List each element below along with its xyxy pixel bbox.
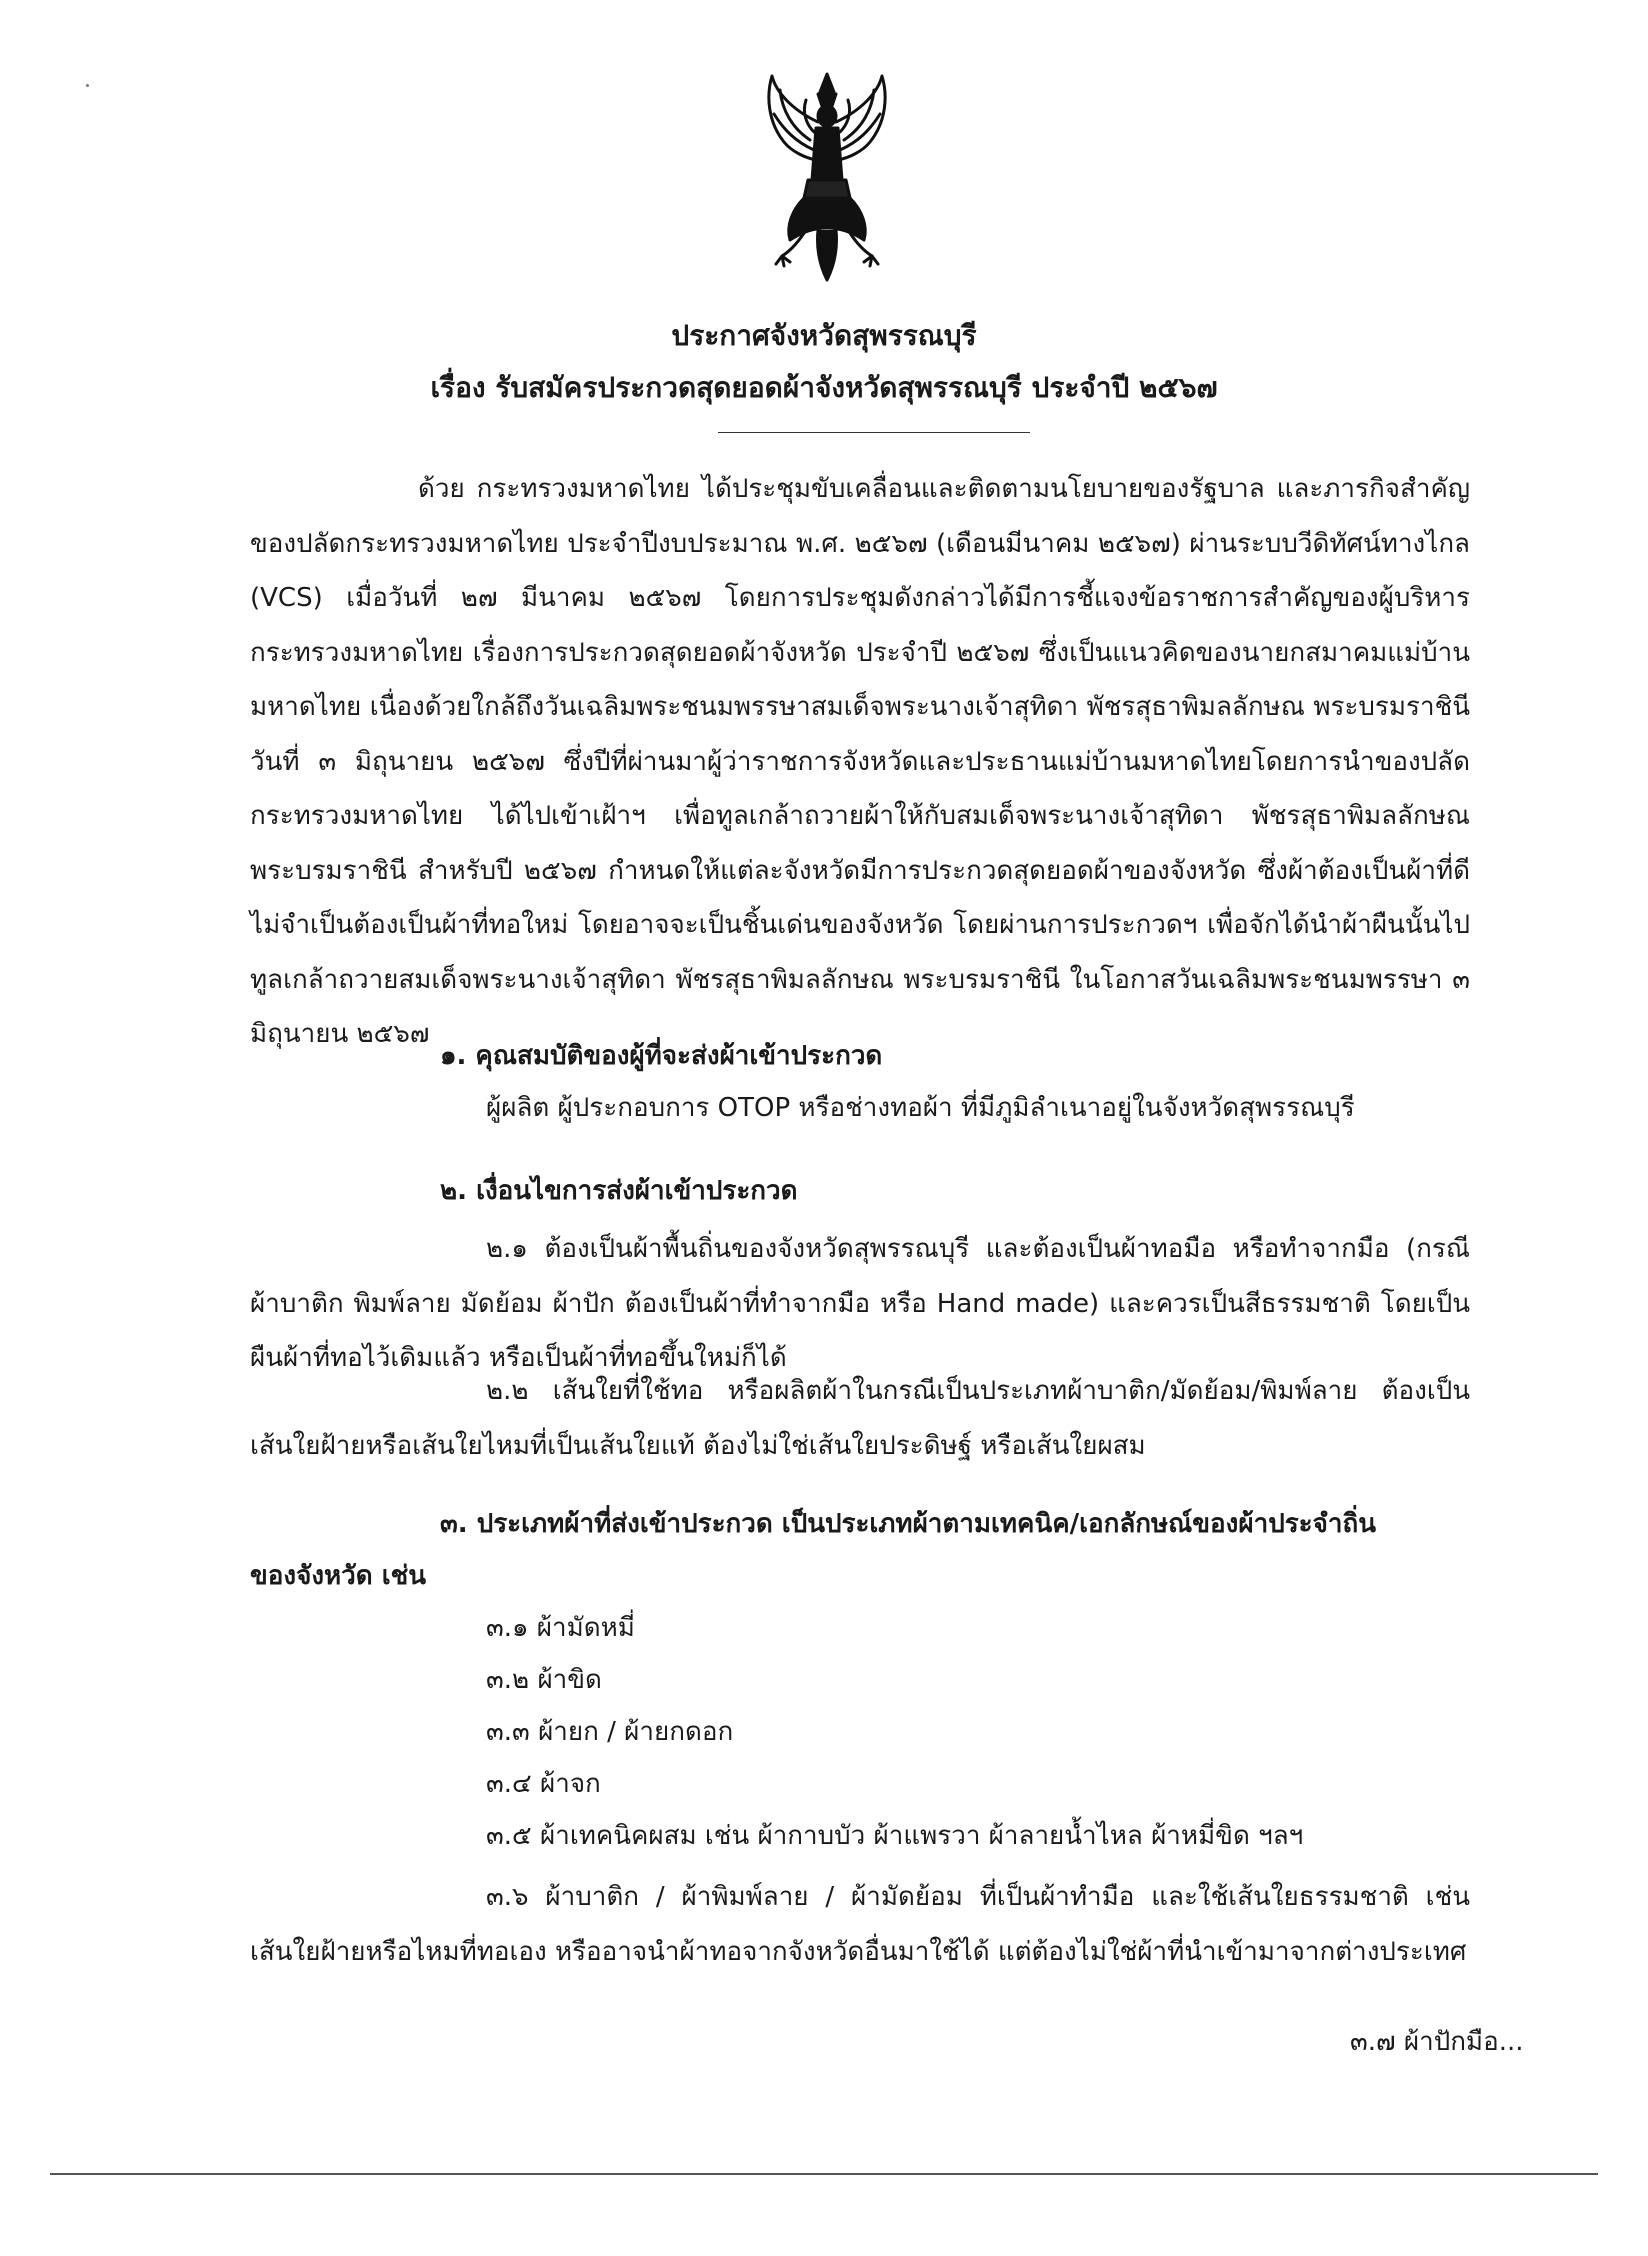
announcement-title: ประกาศจังหวัดสุพรรณบุรี — [671, 319, 977, 352]
section-1-heading: ๑. คุณสมบัติของผู้ที่จะส่งผ้าเข้าประกวด — [440, 1041, 883, 1071]
intro-paragraph: ด้วย กระทรวงมหาดไทย ได้ประชุมขับเคลื่อนและติดตามนโยบายของรัฐบาล และภารกิจสำคัญของปลัดกระทรวงมหาดไทย ประจำปีงบประมาณ พ.ศ. ๒๕๖๗ (เดือนมีนาคม ๒๕๖๗) ผ่านระบบวีดิทัศน์ทางไกล (VCS) เมื่อวันที่ ๒๗ มีนาคม ๒๕๖๗ โดยการประชุมดังกล่าวได้มีการชี้แจงข้อราชการสำคัญของผู้บริหารกระทรวงมหาดไทย เรื่องการประกวดสุดยอดผ้าจังหวัด ประจำปี ๒๕๖๗ ซึ่งเป็นแนวคิดของนายกสมาคมแม่บ้านมหาดไทย เนื่องด้วยใกล้ถึงวันเฉลิมพระชนมพรรษาสมเด็จพระนางเจ้าสุทิดา พัชรสุธาพิมลลักษณ พระบรมราชินี วันที่ ๓ มิถุนายน ๒๕๖๗ ซึ่งปีที่ผ่านมาผู้ว่าราชการจังหวัดและประธานแม่บ้านมหาดไทยโดยการนำของปลัดกระทรวงมหาดไทย ได้ไปเข้าเฝ้าฯ เพื่อทูลเกล้าถวายผ้าให้กับสมเด็จพระนางเจ้าสุทิดา พัชรสุธาพิมลลักษณ พระบรมราชินี สำหรับปี ๒๕๖๗ กำหนดให้แต่ละจังหวัดมีการประกวดสุดยอดผ้าของจังหวัด ซึ่งผ้าต้องเป็นผ้าที่ดี ไม่จำเป็นต้องเป็นผ้าที่ทอใหม่ โดยอาจจะเป็นชิ้นเด่นของจังหวัด โดยผ่านการประกวดฯ เพื่อจักได้นำผ้าผืนนั้นไปทูลเกล้าถวายสมเด็จพระนางเจ้าสุทิดา พัชรสุธาพิมลลักษณ พระบรมราชินี ในโอกาสวันเฉลิมพระชนมพรรษา ๓ มิถุนายน ๒๕๖๗ — [250, 474, 1470, 1049]
section-2-2-paragraph: ๒.๒ เส้นใยที่ใช้ทอ หรือผลิตผ้าในกรณีเป็นประเภทผ้าบาติก/มัดย้อม/พิมพ์ลาย ต้องเป็นเส้นใยฝ้ายหรือเส้นใยไหมที่เป็นเส้นใยแท้ ต้องไม่ใช่เส้นใยประดิษฐ์ หรือเส้นใยผสม — [250, 1376, 1470, 1461]
title-divider — [718, 432, 1030, 433]
section-1-text: ผู้ผลิต ผู้ประกอบการ OTOP หรือช่างทอผ้า ที่มีภูมิลำเนาอยู่ในจังหวัดสุพรรณบุรี — [486, 1093, 1355, 1123]
section-3-heading-cont: ของจังหวัด เช่น — [250, 1561, 426, 1591]
section-2-1-paragraph: ๒.๑ ต้องเป็นผ้าพื้นถิ่นของจังหวัดสุพรรณบุรี และต้องเป็นผ้าทอมือ หรือทำจากมือ (กรณี ผ้าบาติก พิมพ์ลาย มัดย้อม ผ้าปัก ต้องเป็นผ้าที่ทำจากมือ หรือ Hand made) และควรเป็นสีธรรมชาติ โดยเป็นผืนผ้าที่ทอไว้เดิมแล้ว หรือเป็นผ้าที่ทอขึ้นใหม่ก็ได้ — [250, 1234, 1470, 1373]
list-item: ๓.๔ ผ้าจก — [486, 1769, 601, 1799]
section-2-heading: ๒. เงื่อนไขการส่งผ้าเข้าประกวด — [440, 1176, 798, 1206]
section-3-6-paragraph: ๓.๖ ผ้าบาติก / ผ้าพิมพ์ลาย / ผ้ามัดย้อม ที่เป็นผ้าทำมือ และใช้เส้นใยธรรมชาติ เช่น เส้นใยฝ้ายหรือไหมที่ทอเอง หรืออาจนำผ้าทอจากจังหวัดอื่นมาใช้ได้ แต่ต้องไม่ใช่ผ้าที่นำเข้ามาจากต่างประเทศ — [250, 1882, 1470, 1967]
list-item: ๓.๓ ผ้ายก / ผ้ายกดอก — [486, 1717, 734, 1747]
list-item: ๓.๑ ผ้ามัดหมี่ — [486, 1613, 635, 1643]
scan-speck — [86, 84, 89, 87]
garuda-emblem-icon — [762, 70, 892, 285]
continuation-note: ๓.๗ ผ้าปักมือ... — [1350, 2027, 1524, 2057]
footer-divider — [50, 2173, 1598, 2175]
list-item: ๓.๕ ผ้าเทคนิคผสม เช่น ผ้ากาบบัว ผ้าแพรวา ผ้าลายน้ำไหล ผ้าหมี่ขิด ฯลฯ — [486, 1821, 1304, 1851]
announcement-subject: เรื่อง รับสมัครประกวดสุดยอดผ้าจังหวัดสุพรรณบุรี ประจำปี ๒๕๖๗ — [430, 371, 1218, 404]
section-3-heading: ๓. ประเภทผ้าที่ส่งเข้าประกวด เป็นประเภทผ้าตามเทคนิค/เอกลักษณ์ของผ้าประจำถิ่น — [440, 1509, 1376, 1539]
list-item: ๓.๒ ผ้าขิด — [486, 1665, 602, 1695]
